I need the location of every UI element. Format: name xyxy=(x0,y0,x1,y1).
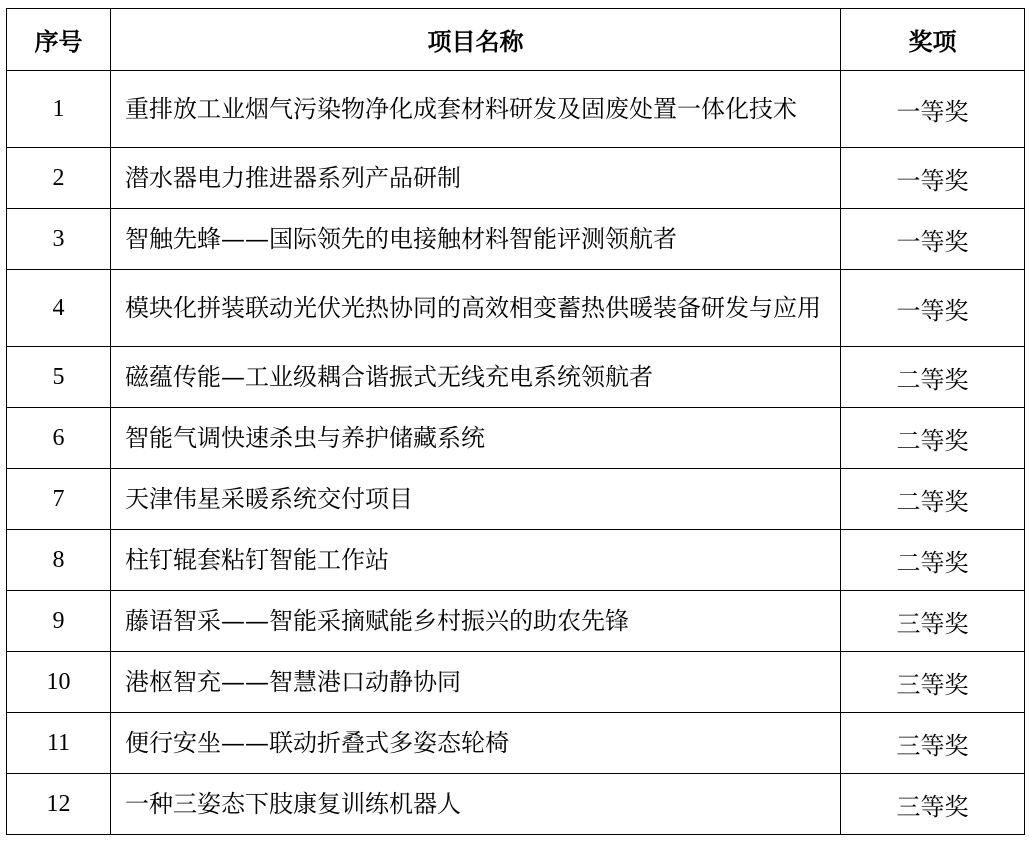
row-award: 二等奖 xyxy=(841,408,1025,469)
table-header xyxy=(7,9,1025,71)
table-row xyxy=(7,652,1025,713)
header-number: 序号 xyxy=(7,9,111,71)
row-award: 三等奖 xyxy=(841,591,1025,652)
row-project-name: 重排放工业烟气污染物净化成套材料研发及固废处置一体化技术 xyxy=(111,71,841,148)
table-row xyxy=(7,408,1025,469)
row-project-name: 港枢智充——智慧港口动静协同 xyxy=(111,652,841,713)
row-award: 一等奖 xyxy=(841,270,1025,347)
row-project-name: 智能气调快速杀虫与养护储藏系统 xyxy=(111,408,841,469)
row-number: 1 xyxy=(7,71,111,148)
row-project-name: 磁蕴传能—工业级耦合谐振式无线充电系统领航者 xyxy=(111,347,841,408)
row-number: 9 xyxy=(7,591,111,652)
table-row xyxy=(7,270,1025,347)
table-row xyxy=(7,209,1025,270)
row-number: 4 xyxy=(7,270,111,347)
row-number: 8 xyxy=(7,530,111,591)
row-award: 一等奖 xyxy=(841,209,1025,270)
row-project-name: 便行安坐——联动折叠式多姿态轮椅 xyxy=(111,713,841,774)
award-table xyxy=(6,8,1025,835)
row-project-name: 智触先蜂——国际领先的电接触材料智能评测领航者 xyxy=(111,209,841,270)
header-row xyxy=(7,9,1025,71)
row-number: 7 xyxy=(7,469,111,530)
row-project-name: 模块化拼装联动光伏光热协同的高效相变蓄热供暖装备研发与应用 xyxy=(111,270,841,347)
row-project-name: 天津伟星采暖系统交付项目 xyxy=(111,469,841,530)
row-number: 3 xyxy=(7,209,111,270)
row-award: 三等奖 xyxy=(841,774,1025,835)
header-project-name: 项目名称 xyxy=(111,9,841,71)
row-award: 三等奖 xyxy=(841,652,1025,713)
row-number: 5 xyxy=(7,347,111,408)
table-row xyxy=(7,530,1025,591)
row-project-name: 藤语智采——智能采摘赋能乡村振兴的助农先锋 xyxy=(111,591,841,652)
row-award: 二等奖 xyxy=(841,469,1025,530)
table-row xyxy=(7,347,1025,408)
row-number: 2 xyxy=(7,148,111,209)
row-award: 二等奖 xyxy=(841,530,1025,591)
table-body xyxy=(7,71,1025,835)
table-row xyxy=(7,774,1025,835)
row-number: 6 xyxy=(7,408,111,469)
row-award: 一等奖 xyxy=(841,71,1025,148)
row-award: 一等奖 xyxy=(841,148,1025,209)
row-number: 10 xyxy=(7,652,111,713)
table-row xyxy=(7,591,1025,652)
table-row xyxy=(7,71,1025,148)
row-number: 12 xyxy=(7,774,111,835)
row-project-name: 柱钉辊套粘钉智能工作站 xyxy=(111,530,841,591)
row-award: 三等奖 xyxy=(841,713,1025,774)
table-row xyxy=(7,469,1025,530)
header-award: 奖项 xyxy=(841,9,1025,71)
row-project-name: 潜水器电力推进器系列产品研制 xyxy=(111,148,841,209)
row-award: 二等奖 xyxy=(841,347,1025,408)
table-row xyxy=(7,148,1025,209)
table-row xyxy=(7,713,1025,774)
row-number: 11 xyxy=(7,713,111,774)
row-project-name: 一种三姿态下肢康复训练机器人 xyxy=(111,774,841,835)
